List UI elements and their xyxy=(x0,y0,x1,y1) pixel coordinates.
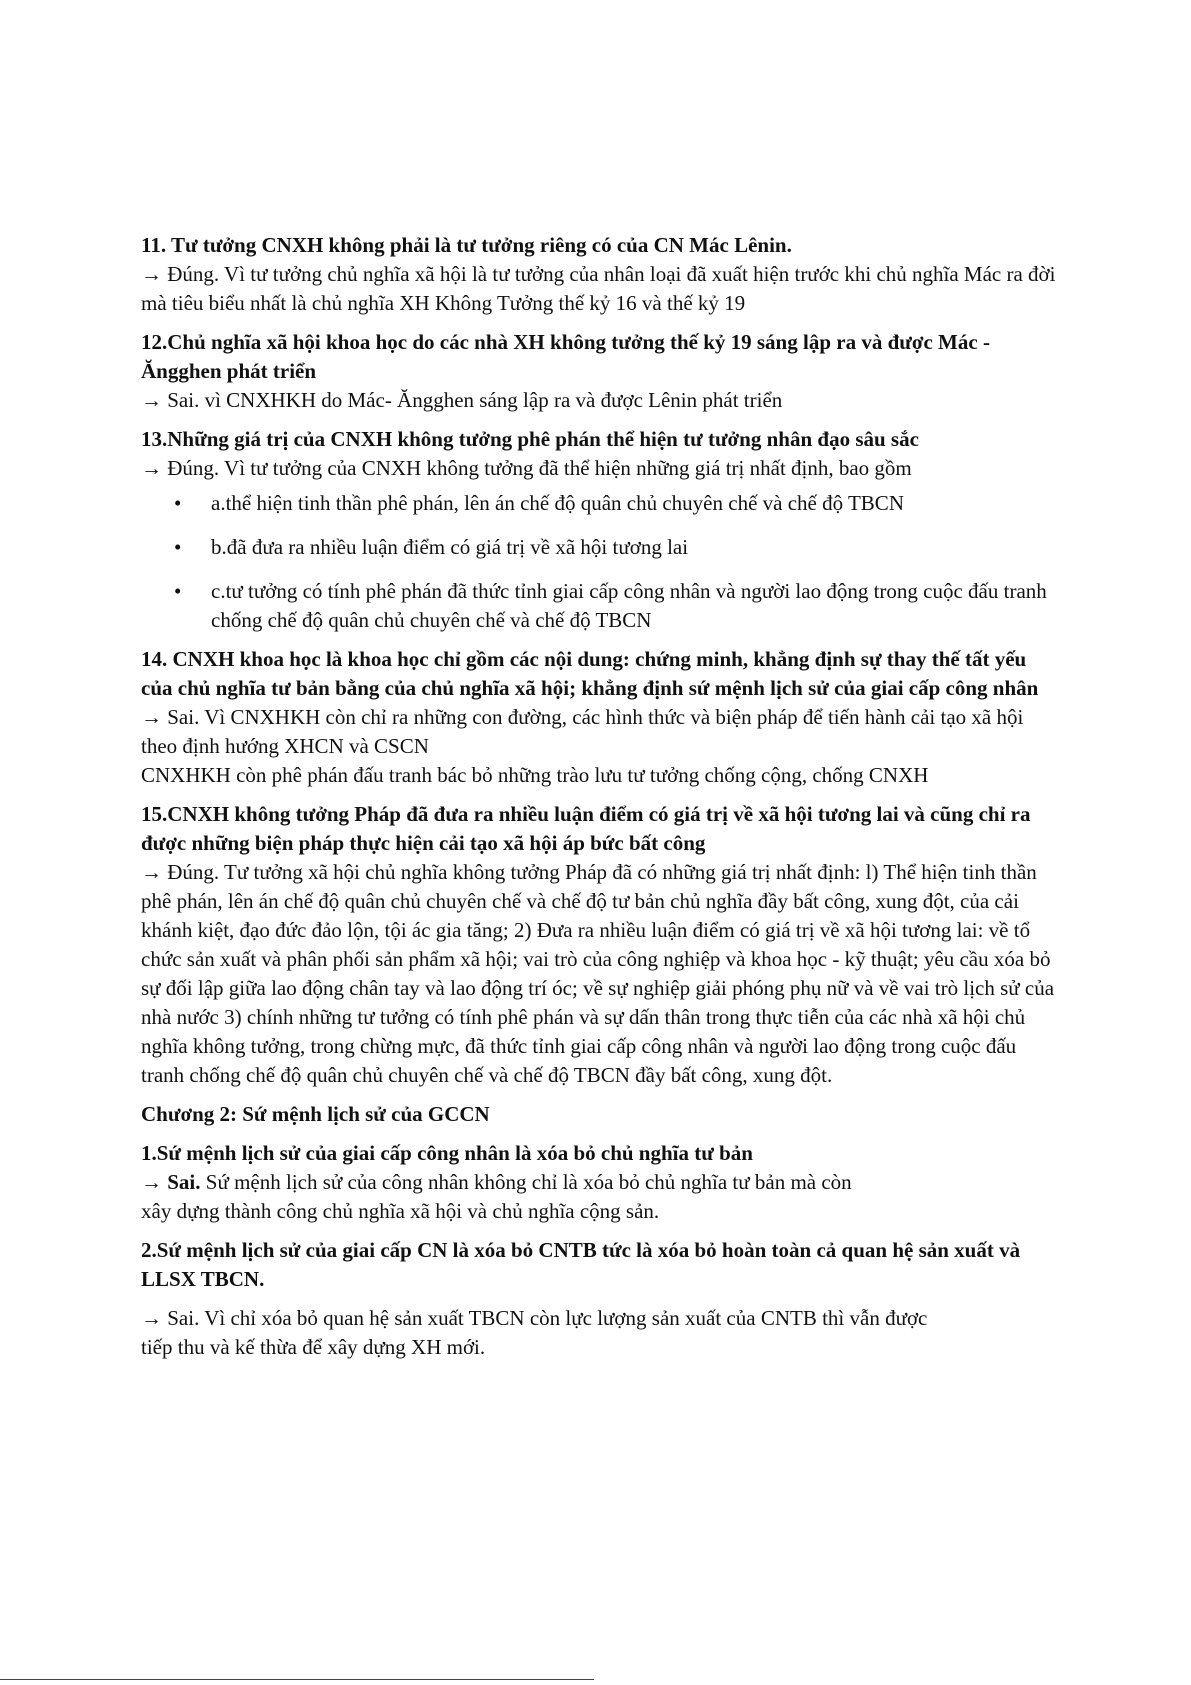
question-11 xyxy=(141,231,1061,318)
chapter2-question-2 xyxy=(141,1236,1061,1362)
answer-text-continued: CNXHKH còn phê phán đấu tranh bác bỏ những trào lưu tư tưởng chống cộng, chống CNXH xyxy=(141,763,929,787)
answer-line: tiếp thu và kế thừa để xây dựng XH mới. xyxy=(141,1335,486,1359)
answer-verdict: Sai. xyxy=(167,1170,201,1194)
answer-text xyxy=(141,1168,1061,1197)
list-item xyxy=(141,533,1061,562)
list-item xyxy=(141,577,1061,635)
answer-text: → Sai. Vì CNXHKH còn chỉ ra những con đường, các hình thức và biện pháp để tiến hành cải tạo xã hội theo định hướng XHCN và CSCN xyxy=(141,705,1024,758)
question-text: 13.Những giá trị của CNXH không tưởng phê phán thể hiện tư tưởng nhân đạo sâu sắc xyxy=(141,427,919,451)
question-text: 15.CNXH không tưởng Pháp đã đưa ra nhiều luận điểm có giá trị về xã hội tương lai và cũng chỉ ra được những biện pháp thực hiện cải tạo xã hội áp bức bất công xyxy=(141,802,1031,855)
chapter-heading: Chương 2: Sứ mệnh lịch sử của GCCN xyxy=(141,1102,490,1126)
question-text: 12.Chủ nghĩa xã hội khoa học do các nhà XH không tưởng thế kỷ 19 sáng lập ra và được Mác - Ăngghen phát triển xyxy=(141,330,990,383)
chapter2-question-1 xyxy=(141,1139,1061,1226)
answer-line: → Sai. Vì chỉ xóa bỏ quan hệ sản xuất TBCN còn lực lượng sản xuất của CNTB thì vẫn được xyxy=(141,1306,928,1330)
footer-divider xyxy=(0,1679,594,1680)
answer-arrow: → xyxy=(141,1170,168,1194)
question-14 xyxy=(141,645,1061,790)
list-item xyxy=(141,489,1061,518)
answer-bullet-list xyxy=(141,489,1061,635)
answer-line: Sứ mệnh lịch sử của công nhân không chỉ là xóa bỏ chủ nghĩa tư bản mà còn xyxy=(200,1170,852,1194)
question-13 xyxy=(141,425,1061,635)
bullet-text: a.thể hiện tinh thần phê phán, lên án chế độ quân chủ chuyên chế và chế độ TBCN xyxy=(211,491,904,515)
bullet-text: b.đã đưa ra nhiều luận điểm có giá trị về xã hội tương lai xyxy=(211,535,689,559)
answer-text: → Sai. vì CNXHKH do Mác- Ăngghen sáng lập ra và được Lênin phát triển xyxy=(141,388,783,412)
question-12 xyxy=(141,328,1061,415)
question-text: 11. Tư tưởng CNXH không phải là tư tưởng riêng có của CN Mác Lênin. xyxy=(141,233,792,257)
document-page xyxy=(141,231,1061,1372)
question-15 xyxy=(141,800,1061,1090)
question-text: 2.Sứ mệnh lịch sử của giai cấp CN là xóa bỏ CNTB tức là xóa bỏ hoàn toàn cả quan hệ sản xuất và LLSX TBCN. xyxy=(141,1238,1021,1291)
bullet-icon: • xyxy=(174,535,182,559)
question-text: 1.Sứ mệnh lịch sử của giai cấp công nhân là xóa bỏ chủ nghĩa tư bản xyxy=(141,1141,753,1165)
answer-line: xây dựng thành công chủ nghĩa xã hội và chủ nghĩa cộng sản. xyxy=(141,1199,660,1223)
answer-text: → Đúng. Tư tưởng xã hội chủ nghĩa không tưởng Pháp đã có những giá trị nhất định: l) Thể hiện tinh thần phê phán, lên án chế độ quân chủ chuyên chế và chế độ tư bản chủ nghĩa đầy bất công, xung đột, của cải khánh kiệt, đạo đức đảo lộn, tội ác gia tăng; 2) Đưa ra nhiều luận điểm có giá trị về xã hội tương lai: về tổ chức sản xuất và phân phối sản phẩm xã hội; vai trò của công nghiệp và khoa học - kỹ thuật; yêu cầu xóa bỏ sự đối lập giữa lao động chân tay và lao động trí óc; về sự nghiệp giải phóng phụ nữ và về vai trò lịch sử của nhà nước 3) chính những tư tưởng có tính phê phán và sự dấn thân trong thực tiễn của các nhà xã hội chủ nghĩa không tưởng, trong chừng mực, đã thức tỉnh giai cấp công nhân và người lao động trong cuộc đấu tranh chống chế độ quân chủ chuyên chế và chế độ TBCN đầy bất công, xung đột. xyxy=(141,860,1055,1087)
bullet-icon: • xyxy=(174,579,182,603)
answer-text: → Đúng. Vì tư tưởng chủ nghĩa xã hội là tư tưởng của nhân loại đã xuất hiện trước khi chủ nghĩa Mác ra đời mà tiêu biểu nhất là chủ nghĩa XH Không Tưởng thế kỷ 16 và thế kỷ 19 xyxy=(141,262,1056,315)
answer-text: → Đúng. Vì tư tưởng của CNXH không tưởng đã thể hiện những giá trị nhất định, bao gồm xyxy=(141,456,912,480)
bullet-text: c.tư tưởng có tính phê phán đã thức tỉnh giai cấp công nhân và người lao động trong cuộc đấu tranh chống chế độ quân chủ chuyên chế và chế độ TBCN xyxy=(211,579,1047,632)
question-text: 14. CNXH khoa học là khoa học chỉ gồm các nội dung: chứng minh, khẳng định sự thay thế tất yếu của chủ nghĩa tư bản bằng của chủ nghĩa xã hội; khẳng định sứ mệnh lịch sử của giai cấp công nhân xyxy=(141,647,1039,700)
bullet-icon: • xyxy=(174,491,182,515)
